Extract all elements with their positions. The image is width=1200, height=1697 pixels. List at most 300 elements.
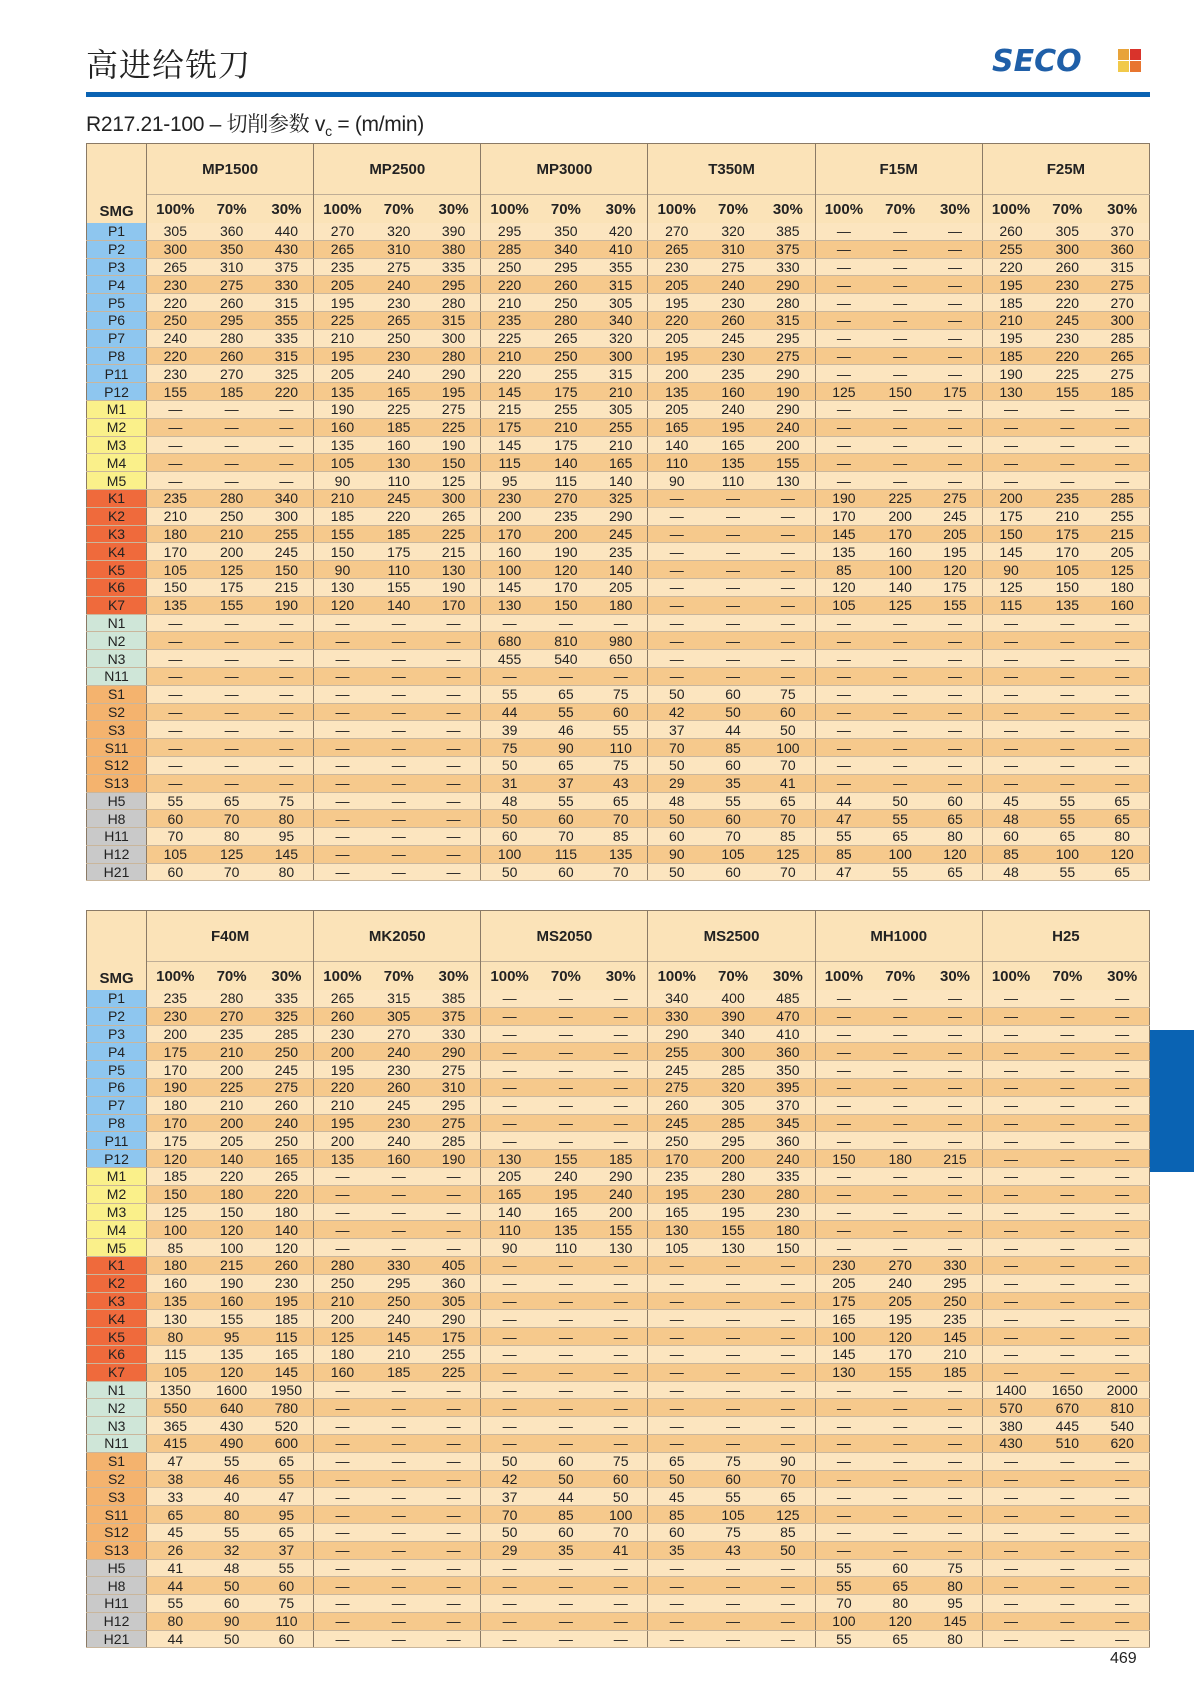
smg-cell: S1 [87, 1452, 147, 1470]
value-cell: 85 [147, 1239, 204, 1257]
smg-cell: K4 [87, 543, 147, 561]
value-cell: 200 [982, 489, 1039, 507]
value-cell: — [1039, 685, 1095, 703]
value-cell: 110 [260, 1612, 314, 1630]
value-cell: — [1039, 1577, 1095, 1595]
value-cell: — [314, 863, 371, 881]
smg-cell: S12 [87, 756, 147, 774]
smg-cell: H5 [87, 792, 147, 810]
value-cell: 245 [260, 1061, 314, 1079]
value-cell: 125 [147, 1203, 204, 1221]
value-cell: — [260, 703, 314, 721]
table-row [87, 650, 1150, 668]
value-cell: — [872, 1061, 928, 1079]
value-cell: 230 [1039, 276, 1095, 294]
value-cell: 300 [260, 507, 314, 525]
value-cell: — [427, 1488, 481, 1506]
value-cell: 200 [538, 525, 594, 543]
percent-header: 100% [982, 962, 1039, 991]
value-cell: 37 [538, 774, 594, 792]
value-cell: 60 [481, 828, 538, 846]
value-cell: — [538, 1061, 594, 1079]
value-cell: 240 [594, 1185, 648, 1203]
value-cell: 185 [928, 1363, 982, 1381]
value-cell: 385 [761, 223, 815, 240]
value-cell: — [371, 1239, 427, 1257]
value-cell: — [1039, 1523, 1095, 1541]
value-cell: 41 [147, 1559, 204, 1577]
value-cell: 130 [982, 383, 1039, 401]
percent-header: 100% [648, 962, 705, 991]
value-cell: 65 [260, 1452, 314, 1470]
table-row [87, 1328, 1150, 1346]
value-cell: — [1039, 667, 1095, 685]
value-cell: — [872, 739, 928, 757]
value-cell: — [481, 1381, 538, 1399]
value-cell: 60 [648, 828, 705, 846]
value-cell: — [648, 1630, 705, 1648]
value-cell: 245 [705, 329, 761, 347]
grade-header: MH1000 [815, 911, 982, 962]
value-cell: — [982, 632, 1039, 650]
value-cell: 265 [427, 507, 481, 525]
value-cell: 205 [1095, 543, 1149, 561]
value-cell: — [1095, 1310, 1149, 1328]
value-cell: 370 [761, 1096, 815, 1114]
value-cell: 120 [872, 1612, 928, 1630]
table-row [87, 1043, 1150, 1061]
value-cell: — [761, 1363, 815, 1381]
smg-cell: K2 [87, 507, 147, 525]
value-cell: — [1039, 1595, 1095, 1613]
smg-cell: M2 [87, 418, 147, 436]
value-cell: — [371, 685, 427, 703]
value-cell: 215 [481, 400, 538, 418]
value-cell: 490 [204, 1434, 260, 1452]
value-cell: 55 [1039, 863, 1095, 881]
value-cell: 33 [147, 1488, 204, 1506]
value-cell: 250 [371, 329, 427, 347]
value-cell: 205 [928, 525, 982, 543]
value-cell: 60 [204, 1595, 260, 1613]
value-cell: 235 [314, 258, 371, 276]
value-cell: — [982, 990, 1039, 1007]
value-cell: — [761, 525, 815, 543]
value-cell: — [982, 1612, 1039, 1630]
value-cell: 75 [761, 685, 815, 703]
value-cell: 330 [928, 1256, 982, 1274]
table-row [87, 240, 1150, 258]
value-cell: — [982, 1310, 1039, 1328]
value-cell: — [538, 1043, 594, 1061]
value-cell: — [648, 1612, 705, 1630]
value-cell: — [427, 1595, 481, 1613]
value-cell: — [982, 1541, 1039, 1559]
value-cell: — [872, 1488, 928, 1506]
value-cell: — [928, 650, 982, 668]
value-cell: — [928, 1043, 982, 1061]
value-cell: — [1095, 1328, 1149, 1346]
value-cell: — [1095, 1541, 1149, 1559]
value-cell: 260 [204, 347, 260, 365]
value-cell: — [872, 454, 928, 472]
value-cell: — [1095, 685, 1149, 703]
value-cell: 215 [928, 1150, 982, 1168]
value-cell: 85 [761, 1523, 815, 1541]
value-cell: — [705, 650, 761, 668]
value-cell: 305 [594, 400, 648, 418]
value-cell: — [1095, 1452, 1149, 1470]
value-cell: — [538, 990, 594, 1007]
smg-cell: S3 [87, 721, 147, 739]
value-cell: — [761, 1399, 815, 1417]
value-cell: — [761, 1310, 815, 1328]
value-cell: — [982, 1096, 1039, 1114]
table-row [87, 1114, 1150, 1132]
value-cell: — [1095, 454, 1149, 472]
value-cell: 320 [705, 1078, 761, 1096]
value-cell: 85 [815, 561, 872, 579]
percent-header: 100% [147, 962, 204, 991]
value-cell: 210 [538, 418, 594, 436]
value-cell: 48 [982, 863, 1039, 881]
value-cell: — [594, 1328, 648, 1346]
value-cell: — [1039, 1630, 1095, 1648]
value-cell: — [761, 543, 815, 561]
value-cell: 100 [594, 1506, 648, 1524]
value-cell: 70 [761, 756, 815, 774]
value-cell: — [1039, 1541, 1095, 1559]
value-cell: — [260, 614, 314, 632]
table-row [87, 1185, 1150, 1203]
value-cell: — [928, 1470, 982, 1488]
value-cell: 60 [594, 1470, 648, 1488]
value-cell: 330 [427, 1025, 481, 1043]
value-cell: 125 [204, 561, 260, 579]
value-cell: 100 [815, 1328, 872, 1346]
value-cell: 60 [928, 792, 982, 810]
value-cell: — [872, 614, 928, 632]
value-cell: 220 [982, 258, 1039, 276]
value-cell: 230 [371, 294, 427, 312]
value-cell: 37 [260, 1541, 314, 1559]
value-cell: — [1095, 472, 1149, 490]
value-cell: — [1095, 1078, 1149, 1096]
value-cell: 150 [147, 578, 204, 596]
smg-cell: N2 [87, 1399, 147, 1417]
value-cell: — [371, 845, 427, 863]
value-cell: — [427, 1630, 481, 1648]
value-cell: 295 [427, 1096, 481, 1114]
value-cell: — [815, 1043, 872, 1061]
value-cell: — [872, 436, 928, 454]
value-cell: 65 [928, 863, 982, 881]
value-cell: — [371, 632, 427, 650]
value-cell: 70 [761, 863, 815, 881]
value-cell: — [260, 739, 314, 757]
value-cell: 245 [594, 525, 648, 543]
value-cell: — [427, 1417, 481, 1435]
percent-header: 70% [872, 195, 928, 224]
value-cell: — [928, 703, 982, 721]
smg-cell: P5 [87, 1061, 147, 1079]
value-cell: 90 [481, 1239, 538, 1257]
value-cell: — [481, 1363, 538, 1381]
value-cell: 160 [314, 418, 371, 436]
value-cell: 195 [705, 418, 761, 436]
value-cell: 210 [481, 294, 538, 312]
value-cell: 365 [147, 1417, 204, 1435]
table-row [87, 1577, 1150, 1595]
value-cell: 285 [1095, 329, 1149, 347]
value-cell: — [204, 650, 260, 668]
value-cell: 250 [371, 1292, 427, 1310]
value-cell: — [538, 1595, 594, 1613]
value-cell: 185 [371, 1363, 427, 1381]
value-cell: — [371, 1434, 427, 1452]
value-cell: 255 [538, 400, 594, 418]
table-row [87, 1025, 1150, 1043]
table-row [87, 1630, 1150, 1648]
percent-header: 30% [928, 962, 982, 991]
value-cell: 60 [147, 810, 204, 828]
value-cell: 150 [147, 1185, 204, 1203]
value-cell: 32 [204, 1541, 260, 1559]
value-cell: 85 [761, 828, 815, 846]
value-cell: 125 [427, 472, 481, 490]
value-cell: 29 [481, 1541, 538, 1559]
value-cell: 200 [204, 543, 260, 561]
value-cell: 60 [705, 863, 761, 881]
value-cell: 360 [1095, 240, 1149, 258]
value-cell: 980 [594, 632, 648, 650]
value-cell: — [314, 1399, 371, 1417]
value-cell: 165 [648, 418, 705, 436]
value-cell: 55 [538, 792, 594, 810]
value-cell: 80 [928, 1577, 982, 1595]
value-cell: 135 [314, 436, 371, 454]
section-tab[interactable] [1150, 1030, 1194, 1172]
value-cell: 80 [147, 1328, 204, 1346]
value-cell: 190 [204, 1274, 260, 1292]
value-cell: 120 [147, 1150, 204, 1168]
value-cell: — [815, 1185, 872, 1203]
table-row [87, 1150, 1150, 1168]
value-cell: — [761, 1328, 815, 1346]
smg-header: SMG [87, 144, 147, 224]
table-row [87, 667, 1150, 685]
percent-header: 100% [815, 195, 872, 224]
value-cell: 250 [204, 507, 260, 525]
value-cell: 55 [204, 1523, 260, 1541]
value-cell: — [1095, 990, 1149, 1007]
value-cell: 290 [594, 507, 648, 525]
value-cell: — [982, 1559, 1039, 1577]
value-cell: — [705, 1292, 761, 1310]
value-cell: — [538, 1417, 594, 1435]
value-cell: — [1095, 632, 1149, 650]
value-cell: 325 [594, 489, 648, 507]
value-cell: 170 [648, 1150, 705, 1168]
value-cell: 105 [314, 454, 371, 472]
table-row [87, 383, 1150, 401]
value-cell: — [872, 1203, 928, 1221]
value-cell: 65 [648, 1452, 705, 1470]
value-cell: — [815, 685, 872, 703]
value-cell: — [371, 1595, 427, 1613]
value-cell: 205 [648, 329, 705, 347]
value-cell: 210 [314, 489, 371, 507]
value-cell: 95 [260, 1506, 314, 1524]
value-cell: — [538, 1078, 594, 1096]
value-cell: 260 [371, 1078, 427, 1096]
value-cell: 255 [260, 525, 314, 543]
value-cell: — [872, 1221, 928, 1239]
value-cell: 340 [648, 990, 705, 1007]
value-cell: 140 [594, 561, 648, 579]
value-cell: 145 [928, 1328, 982, 1346]
value-cell: — [928, 1488, 982, 1506]
value-cell: — [1039, 1150, 1095, 1168]
value-cell: 380 [982, 1417, 1039, 1435]
value-cell: 275 [761, 347, 815, 365]
grade-header: MP2500 [314, 144, 481, 195]
value-cell: — [982, 400, 1039, 418]
value-cell: 105 [815, 596, 872, 614]
smg-cell: S12 [87, 1523, 147, 1541]
value-cell: 45 [648, 1488, 705, 1506]
value-cell: — [427, 792, 481, 810]
value-cell: 470 [761, 1007, 815, 1025]
smg-cell: P6 [87, 1078, 147, 1096]
value-cell: 50 [648, 685, 705, 703]
value-cell: — [928, 774, 982, 792]
value-cell: 230 [1039, 329, 1095, 347]
value-cell: 255 [1095, 507, 1149, 525]
value-cell: — [538, 1434, 594, 1452]
value-cell: 190 [147, 1078, 204, 1096]
value-cell: — [1095, 1096, 1149, 1114]
value-cell: — [260, 721, 314, 739]
table-row [87, 1399, 1150, 1417]
value-cell: — [982, 1025, 1039, 1043]
value-cell: — [1039, 1488, 1095, 1506]
value-cell: — [371, 650, 427, 668]
percent-header: 30% [594, 962, 648, 991]
value-cell: 50 [648, 863, 705, 881]
value-cell: 170 [147, 543, 204, 561]
value-cell: — [538, 1256, 594, 1274]
value-cell: 315 [1095, 258, 1149, 276]
value-cell: — [815, 1541, 872, 1559]
value-cell: — [538, 1328, 594, 1346]
value-cell: — [705, 614, 761, 632]
value-cell: 140 [371, 596, 427, 614]
value-cell: — [928, 632, 982, 650]
value-cell: 260 [648, 1096, 705, 1114]
value-cell: — [427, 1452, 481, 1470]
value-cell: — [314, 845, 371, 863]
value-cell: — [371, 1167, 427, 1185]
value-cell: — [1039, 632, 1095, 650]
value-cell: 60 [538, 1523, 594, 1541]
value-cell: — [204, 436, 260, 454]
value-cell: — [815, 1167, 872, 1185]
value-cell: 165 [815, 1310, 872, 1328]
value-cell: 235 [481, 311, 538, 329]
value-cell: — [481, 1328, 538, 1346]
value-cell: 485 [761, 990, 815, 1007]
value-cell: — [815, 258, 872, 276]
value-cell: — [872, 1434, 928, 1452]
value-cell: 35 [648, 1541, 705, 1559]
value-cell: 220 [648, 311, 705, 329]
value-cell: — [427, 650, 481, 668]
value-cell: 70 [815, 1595, 872, 1613]
value-cell: 160 [705, 383, 761, 401]
table-row [87, 1256, 1150, 1274]
value-cell: — [1039, 1612, 1095, 1630]
value-cell: 215 [427, 543, 481, 561]
smg-cell: H12 [87, 1612, 147, 1630]
value-cell: 195 [872, 1310, 928, 1328]
value-cell: — [371, 1399, 427, 1417]
value-cell: — [538, 1096, 594, 1114]
value-cell: — [204, 721, 260, 739]
table-row [87, 1559, 1150, 1577]
value-cell: 255 [648, 1043, 705, 1061]
value-cell: 275 [260, 1078, 314, 1096]
smg-cell: S2 [87, 703, 147, 721]
value-cell: 105 [147, 845, 204, 863]
value-cell: 340 [705, 1025, 761, 1043]
value-cell: — [815, 240, 872, 258]
value-cell: — [928, 685, 982, 703]
value-cell: 250 [260, 1043, 314, 1061]
table-row [87, 1523, 1150, 1541]
value-cell: 640 [204, 1399, 260, 1417]
value-cell: — [872, 1399, 928, 1417]
value-cell: 37 [481, 1488, 538, 1506]
table-row [87, 472, 1150, 490]
value-cell: 275 [1095, 365, 1149, 383]
grade-header: F15M [815, 144, 982, 195]
value-cell: 75 [705, 1523, 761, 1541]
value-cell: 225 [427, 418, 481, 436]
table-row [87, 614, 1150, 632]
value-cell: — [982, 1167, 1039, 1185]
table-row [87, 1221, 1150, 1239]
table-row [87, 454, 1150, 472]
value-cell: — [1095, 1114, 1149, 1132]
value-cell: 110 [481, 1221, 538, 1239]
value-cell: — [371, 614, 427, 632]
value-cell: 185 [594, 1150, 648, 1168]
value-cell: 160 [481, 543, 538, 561]
value-cell: — [594, 1061, 648, 1079]
value-cell: 230 [815, 1256, 872, 1274]
value-cell: — [928, 276, 982, 294]
value-cell: 145 [815, 1345, 872, 1363]
value-cell: — [761, 489, 815, 507]
value-cell: 205 [204, 1132, 260, 1150]
value-cell: 135 [538, 1221, 594, 1239]
value-cell: — [815, 1078, 872, 1096]
value-cell: — [648, 1595, 705, 1613]
value-cell: 200 [314, 1310, 371, 1328]
value-cell: 290 [761, 365, 815, 383]
value-cell: — [427, 739, 481, 757]
